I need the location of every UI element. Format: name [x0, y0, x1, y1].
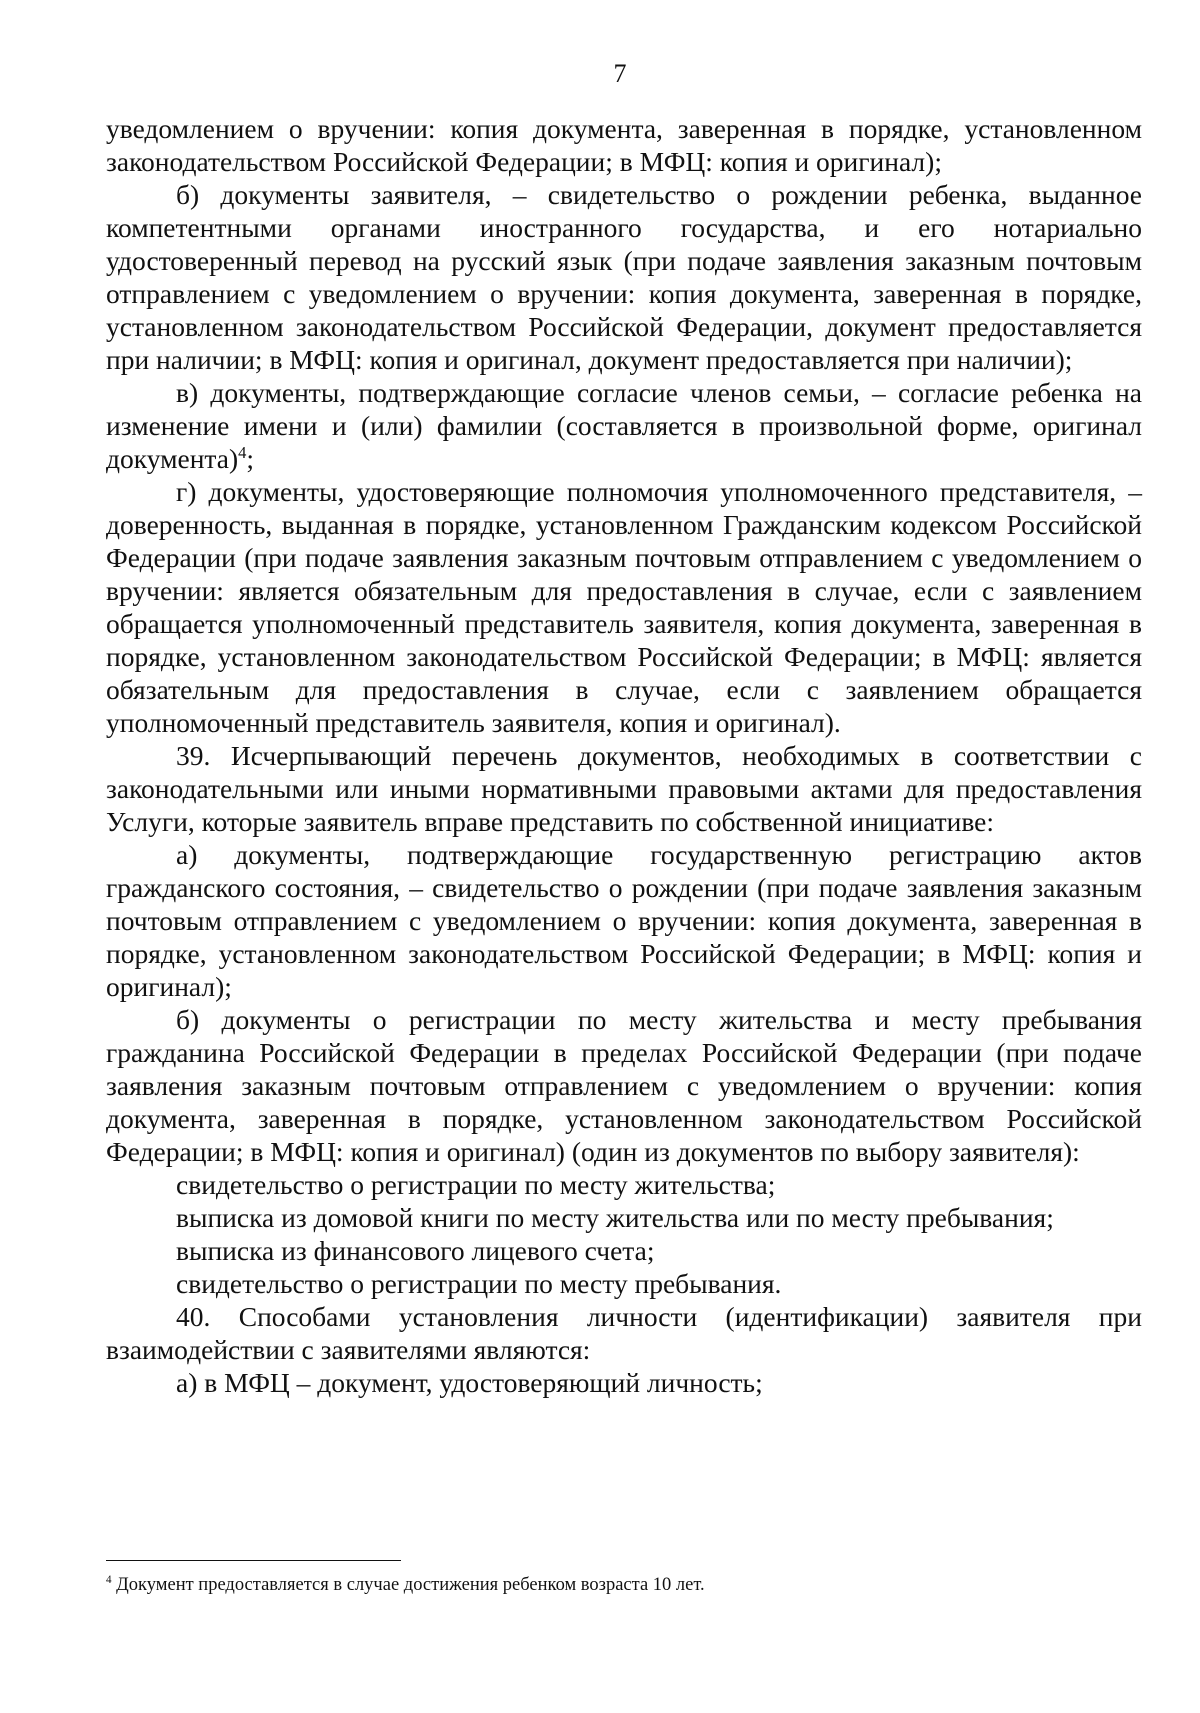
- list-item: свидетельство о регистрации по месту пребывания.: [176, 1268, 782, 1299]
- paragraph-continuation: уведомлением о вручении: копия документа, заверенная в порядке, установленном законодательством Российской Федерации; в МФЦ: копия и оригинал);: [106, 113, 1142, 177]
- paragraph-39: 39. Исчерпывающий перечень документов, необходимых в соответствии с законодательными или иными нормативными правовыми актами для предоставления Услуги, которые заявитель вправе представить по собственной инициативе:: [106, 740, 1142, 837]
- footnote-text: Документ предоставляется в случае достижения ребенком возраста 10 лет.: [111, 1575, 705, 1595]
- paragraph-text-end: ;: [246, 443, 255, 474]
- footnote-divider: [106, 1560, 401, 1561]
- paragraph-item-v-family-consent: [106, 376, 1142, 475]
- list-item: выписка из финансового лицевого счета;: [176, 1235, 655, 1266]
- paragraph-39-item-a: а) документы, подтверждающие государственную регистрацию актов гражданского состояния, – свидетельство о рождении (при подаче заявления заказным почтовым отправлением с уведомлением о вручении: копия документа, заверенная в порядке, установленном законодательством Российской Федерации; в МФЦ: копия и оригинал);: [106, 839, 1142, 1002]
- paragraph-39-item-b: б) документы о регистрации по месту жительства и месту пребывания гражданина Российской Федерации в пределах Российской Федерации (при подаче заявления заказным почтовым отправлением с уведомлением о вручении: копия документа, заверенная в порядке, установленном законодательством Российской Федерации; в МФЦ: копия и оригинал) (один из документов по выбору заявителя):: [106, 1004, 1142, 1167]
- list-item: свидетельство о регистрации по месту жительства;: [176, 1169, 776, 1200]
- paragraph-item-g-representative: г) документы, удостоверяющие полномочия уполномоченного представителя, – доверенность, выданная в порядке, установленном Гражданским кодексом Российской Федерации (при подаче заявления заказным почтовым отправлением с уведомлением о вручении: является обязательным для предоставления в случае, если с заявлением обращается уполномоченный представитель заявителя, копия документа, заверенная в порядке, установленном законодательством Российской Федерации; в МФЦ: является обязательным для предоставления в случае, если с заявлением обращается уполномоченный представитель заявителя, копия и оригинал).: [106, 476, 1142, 738]
- paragraph-40: 40. Способами установления личности (идентификации) заявителя при взаимодействии с заявителями являются:: [106, 1301, 1142, 1365]
- page-number: 7: [613, 59, 627, 88]
- paragraph-item-b-applicant-documents: б) документы заявителя, – свидетельство о рождении ребенка, выданное компетентными органами иностранного государства, и его нотариально удостоверенный перевод на русский язык (при подаче заявления заказным почтовым отправлением с уведомлением о вручении: копия документа, заверенная в порядке, установленном законодательством Российской Федерации, документ предоставляется при наличии; в МФЦ: копия и оригинал, документ предоставляется при наличии);: [106, 179, 1142, 375]
- paragraph-text: в) документы, подтверждающие согласие членов семьи, – согласие ребенка на изменение имени и (или) фамилии (составляется в произвольной форме, оригинал документа): [106, 377, 1142, 474]
- paragraph-40-item-a: а) в МФЦ – документ, удостоверяющий личность;: [176, 1367, 763, 1398]
- footnote-reference: 4: [238, 442, 247, 462]
- footnote-marker: 4: [106, 1573, 112, 1586]
- list-item: выписка из домовой книги по месту жительства или по месту пребывания;: [176, 1202, 1054, 1233]
- footnote: [106, 1573, 1142, 1597]
- document-body: [106, 112, 1142, 1399]
